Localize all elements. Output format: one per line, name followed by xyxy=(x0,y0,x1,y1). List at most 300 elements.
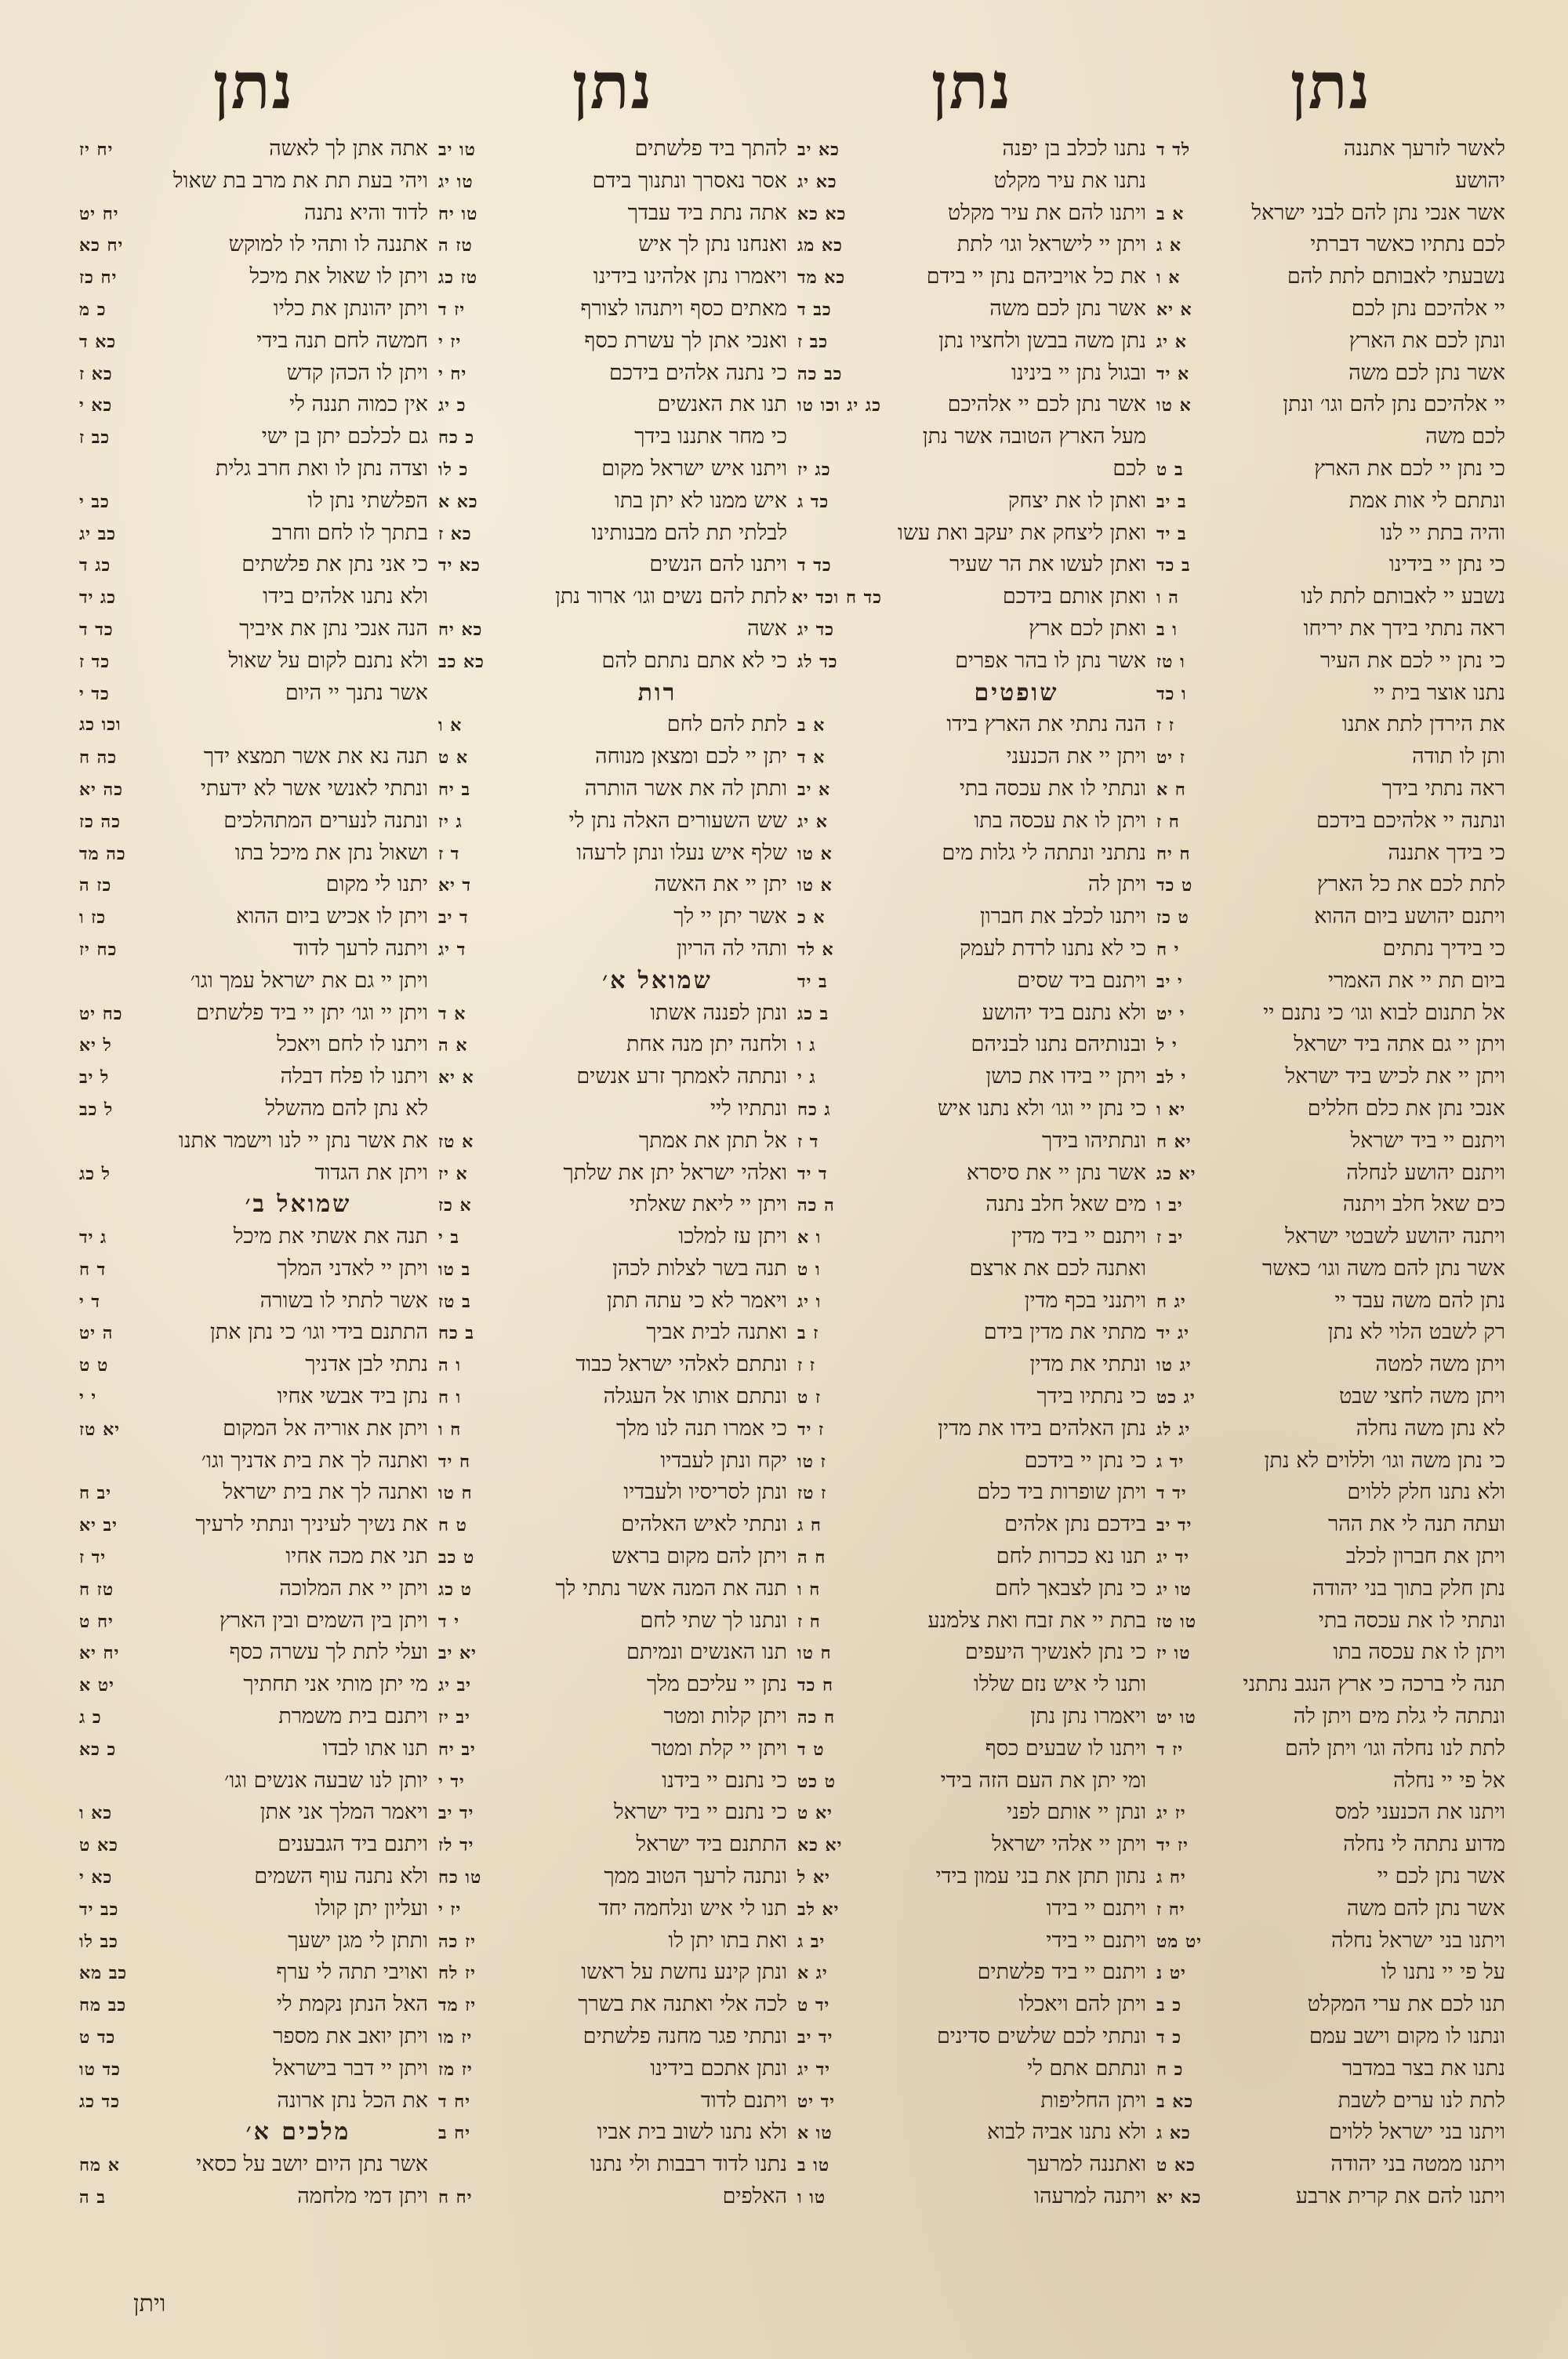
concordance-entry xyxy=(79,1413,428,1445)
concordance-entry xyxy=(797,198,1146,230)
verse-reference: א טו xyxy=(1156,395,1192,416)
concordance-entry xyxy=(797,1253,1146,1285)
verse-reference: טו יב xyxy=(438,140,476,160)
concordance-entry xyxy=(797,741,1146,773)
verse-reference: יב ג xyxy=(797,1931,826,1952)
concordance-entry xyxy=(797,998,1146,1030)
verse-reference: כא מג xyxy=(797,235,843,256)
concordance-entry xyxy=(1156,453,1505,485)
verse-reference: א ג xyxy=(1156,235,1182,256)
concordance-entry xyxy=(438,1893,787,1925)
concordance-entry xyxy=(797,1797,1146,1829)
entry-text: כי נתן משה וגו׳ וללוים לא נתן xyxy=(1264,1448,1505,1473)
verse-reference: יז יד xyxy=(1156,1835,1189,1856)
verse-reference: כא י xyxy=(79,1867,113,1888)
entry-text: ועתה תנה לי את ההר xyxy=(1328,1512,1505,1537)
entry-text: ויתנם לדוד xyxy=(700,2088,787,2113)
entry-text: ותתן לה את אשר הותרה xyxy=(584,776,787,801)
entry-text: ואתן לכם ארץ xyxy=(1029,616,1146,641)
entry-text: ויתן את אוריה אל המקום xyxy=(223,1416,428,1441)
verse-reference: כא יב xyxy=(797,140,840,160)
verse-reference: ז ז xyxy=(797,1355,815,1376)
concordance-entry xyxy=(79,1221,428,1253)
concordance-entry xyxy=(438,1573,787,1605)
entry-text: לכם xyxy=(1112,456,1146,481)
verse-reference: כא ז xyxy=(79,363,113,384)
entry-text: הנה אנכי נתן את איביך xyxy=(239,616,428,641)
entry-text: ויתן יי וגו׳ יתן יי ביד פלשתים xyxy=(196,1000,428,1025)
concordance-entry xyxy=(79,1573,428,1605)
concordance-entry xyxy=(79,229,428,261)
verse-reference: כד ג xyxy=(797,491,829,512)
verse-reference: ד ז xyxy=(438,843,460,864)
concordance-entry xyxy=(797,2085,1146,2117)
entry-text: את הירדן לתת אתנו xyxy=(1341,712,1505,737)
entry-text: ויתנם יי ביד מדין xyxy=(1011,1224,1146,1249)
verse-reference: יז כה xyxy=(438,1931,476,1952)
entry-text: נתתני ונתתה לי גלות מים xyxy=(942,840,1146,865)
entry-text: גם לכלכם יתן בן ישי xyxy=(261,424,428,449)
verse-reference: כ ב xyxy=(1156,1995,1182,2016)
concordance-entry xyxy=(438,1253,787,1285)
verse-reference: יג יד xyxy=(1156,1323,1190,1344)
verse-reference: א ב xyxy=(797,715,826,736)
verse-reference: י י xyxy=(79,1387,97,1408)
column-3 xyxy=(438,39,787,2314)
entry-text: ונתן לכם את הארץ xyxy=(1348,328,1505,353)
concordance-entry xyxy=(438,261,787,293)
entry-text: נתתי לבן אדניך xyxy=(305,1352,428,1377)
concordance-entry xyxy=(438,581,787,613)
verse-reference: טו א xyxy=(797,2123,833,2144)
verse-reference: יח ג xyxy=(1156,1867,1186,1888)
concordance-entry xyxy=(438,1125,787,1158)
concordance-entry xyxy=(1156,1733,1505,1765)
concordance-entry xyxy=(1156,133,1505,165)
verse-reference: יב יא xyxy=(79,1515,118,1536)
verse-reference: ו ה xyxy=(438,1355,461,1376)
verse-reference: ט כג xyxy=(438,1579,472,1600)
verse-reference: טו יג xyxy=(1156,1579,1192,1600)
verse-reference: יח יט xyxy=(79,203,119,224)
concordance-entry xyxy=(1156,421,1505,453)
concordance-entry xyxy=(79,1477,428,1509)
entry-text: בידכם נתן אלהים xyxy=(1004,1512,1146,1537)
entry-text: ויתן יי את הכנעני xyxy=(1006,744,1146,769)
concordance-entry xyxy=(79,1445,428,1478)
entry-text: ויתן משה למטה xyxy=(1375,1352,1505,1377)
concordance-entry xyxy=(797,1765,1146,1797)
concordance-entry xyxy=(79,1381,428,1413)
entry-text: ונתן אתכם בידינו xyxy=(650,2055,787,2081)
verse-reference: ב טז xyxy=(438,1291,471,1312)
concordance-entry xyxy=(79,1509,428,1541)
entry-text: ויתן יי את לכיש ביד ישראל xyxy=(1285,1064,1505,1089)
entry-text: ויתנו לו פלח דבלה xyxy=(280,1064,428,1089)
entry-text: ויתן יי לישראל וגו׳ לתת xyxy=(956,232,1146,257)
entry-text: תנה בשר לצלות לכהן xyxy=(612,1256,787,1281)
concordance-entry xyxy=(797,965,1146,998)
concordance-entry xyxy=(438,1733,787,1765)
concordance-entry xyxy=(797,1701,1146,1733)
verse-reference: כב ז xyxy=(79,427,111,449)
concordance-entry xyxy=(797,1061,1146,1093)
concordance-entry xyxy=(797,1477,1146,1509)
verse-reference: כב י xyxy=(79,491,110,512)
verse-reference: ט ד xyxy=(797,1739,825,1760)
concordance-entry xyxy=(797,358,1146,390)
verse-reference: ב יד xyxy=(1156,523,1187,544)
verse-reference: א ט xyxy=(438,747,469,769)
verse-reference: יד ז xyxy=(79,1547,107,1568)
concordance-entry xyxy=(797,2117,1146,2149)
concordance-entry xyxy=(1156,518,1505,550)
verse-reference: ג ו xyxy=(797,1035,816,1056)
verse-reference: כה ח xyxy=(79,747,118,769)
entry-text: תנה נא את אשר תמצא ידך xyxy=(203,744,428,769)
concordance-entry xyxy=(797,165,1146,198)
verse-reference: א ד xyxy=(438,1003,466,1024)
concordance-entry xyxy=(797,869,1146,901)
verse-reference: כא ב xyxy=(1156,2091,1194,2112)
verse-reference: ו כד xyxy=(1156,683,1187,704)
concordance-entry xyxy=(438,1989,787,2021)
entry-text: ועליון יתן קולו xyxy=(314,1896,428,1921)
verse-reference: יא יב xyxy=(438,1643,477,1664)
entry-text: ויתנו להם את עיר מקלט xyxy=(947,200,1146,225)
concordance-entry xyxy=(1156,1477,1505,1509)
concordance-entry xyxy=(438,1829,787,1861)
concordance-entry xyxy=(79,709,428,741)
verse-reference: ב כח xyxy=(438,1323,475,1344)
entry-text: כי נתן יי בידכם xyxy=(1024,1448,1146,1473)
verse-reference: יד יב xyxy=(797,2027,833,2048)
verse-reference: ז ב xyxy=(797,1323,819,1344)
entry-text: ונתתי לאנשי אשר לא ידעתי xyxy=(200,776,428,801)
concordance-entry xyxy=(797,1541,1146,1573)
entry-text: ויאמר המלך אני אתן xyxy=(260,1800,428,1825)
concordance-entry xyxy=(1156,1349,1505,1381)
verse-reference: יא כא xyxy=(797,1835,843,1856)
concordance-entry xyxy=(438,1029,787,1061)
entry-text: ויתנם יי בידי xyxy=(1046,1928,1146,1953)
concordance-entry xyxy=(79,2181,428,2213)
verse-reference: כה יא xyxy=(79,779,123,800)
verse-reference: ד י xyxy=(79,1291,101,1312)
verse-reference: כ ד xyxy=(1156,2027,1181,2048)
verse-reference: א טז xyxy=(438,1131,474,1152)
verse-reference: יז י xyxy=(438,1899,462,1920)
concordance-entry xyxy=(438,1605,787,1637)
concordance-entry xyxy=(797,1381,1146,1413)
concordance-entry xyxy=(79,2021,428,2053)
entry-text: ונתתי את מדין xyxy=(1029,1352,1146,1377)
concordance-entry xyxy=(79,325,428,358)
verse-reference: י יב xyxy=(1156,971,1183,992)
concordance-entry xyxy=(79,1285,428,1318)
entry-text: ונתנה לנערים המתהלכים xyxy=(223,808,428,833)
concordance-entry xyxy=(1156,1158,1505,1190)
verse-reference: ג י xyxy=(797,1067,816,1089)
verse-reference: כג יד xyxy=(79,587,117,609)
verse-reference: כא ד xyxy=(79,331,117,352)
concordance-entry xyxy=(438,2021,787,2053)
concordance-entry xyxy=(797,1893,1146,1925)
entry-text: אשר נתן לכם יי xyxy=(1377,1864,1505,1889)
concordance-entry xyxy=(797,613,1146,645)
concordance-entry xyxy=(797,2021,1146,2053)
verse-reference: ב יח xyxy=(438,779,471,800)
verse-reference: כב יג xyxy=(79,523,117,544)
entry-text: ולא נתנה עוף השמים xyxy=(254,1864,428,1889)
concordance-entry xyxy=(797,838,1146,870)
concordance-entry xyxy=(797,325,1146,358)
verse-reference: ח ז xyxy=(1156,811,1180,832)
concordance-entry xyxy=(1156,549,1505,581)
entry-text: ויתן משה לחצי שבט xyxy=(1338,1384,1505,1409)
entry-text: אשר נתנך יי היום xyxy=(285,680,428,705)
verse-reference: טז ח xyxy=(79,1579,114,1600)
concordance-entry xyxy=(79,1349,428,1381)
concordance-entry xyxy=(1156,2181,1505,2213)
entry-text: ואתנה לבית אביך xyxy=(646,1320,787,1345)
verse-reference: ל יב xyxy=(79,1067,110,1089)
verse-reference: כ מ xyxy=(79,299,107,320)
concordance-entry xyxy=(1156,613,1505,645)
verse-reference: ז יט xyxy=(1156,747,1185,769)
entry-text: ואתנה לכם את ארצם xyxy=(969,1256,1146,1281)
column-heading: נתן xyxy=(931,49,1013,124)
entry-text: לכם נתתיו כאשר דברתי xyxy=(1310,232,1505,257)
entry-text: ונתתם לי אות אמת xyxy=(1348,488,1505,513)
verse-reference: ב טו xyxy=(438,1259,471,1280)
concordance-entry xyxy=(1156,709,1505,741)
concordance-entry xyxy=(797,1029,1146,1061)
entry-text: אשר נתן להם משה וגו׳ כאשר xyxy=(1261,1256,1505,1281)
concordance-entry xyxy=(1156,1765,1505,1797)
entry-text: ויתנם יי בידו xyxy=(1046,1896,1146,1921)
concordance-entry xyxy=(438,389,787,421)
section-heading xyxy=(438,678,787,710)
entry-text: ויתן יהונתן את כליו xyxy=(273,296,428,321)
entry-text: ויאמרו נתן אלהינו בידינו xyxy=(593,264,787,289)
entry-text: ויתנה למרעהו xyxy=(1034,2184,1146,2208)
concordance-entry xyxy=(438,293,787,325)
entry-text: ויתן יי לאדני המלך xyxy=(277,1256,428,1281)
book-name: רות xyxy=(637,678,677,707)
concordance-entry xyxy=(1156,198,1505,230)
entry-text: שש השעורים האלה נתן לי xyxy=(568,808,787,833)
verse-reference: יז יג xyxy=(1156,1803,1186,1824)
concordance-entry xyxy=(79,1317,428,1349)
entry-text: ויתנם יי ביד ישראל xyxy=(1350,1128,1505,1153)
section-heading xyxy=(79,2117,428,2149)
concordance-entry xyxy=(79,1989,428,2021)
entry-text: ויתנו לו שבעים כסף xyxy=(985,1736,1146,1761)
entry-text: לא נתן להם מהשלל xyxy=(265,1096,428,1121)
verse-reference: א טו xyxy=(797,875,833,896)
entry-text: אשר נתן לכם משה xyxy=(989,296,1146,321)
entry-text: ויתן יי בידו את כושן xyxy=(985,1064,1146,1089)
concordance-entry xyxy=(797,1829,1146,1861)
entry-text: לתת לנו נחלה וגו׳ ויתן להם xyxy=(1284,1736,1505,1761)
entry-text: ויתן להם ויאכלו xyxy=(1018,1992,1146,2017)
entry-text: ויתן יי גם את ישראל עמך וגו׳ xyxy=(190,968,428,993)
verse-reference: כא יא xyxy=(1156,2187,1202,2208)
concordance-entry xyxy=(797,133,1146,165)
entry-text: ויתן לו הכהן קדש xyxy=(286,360,428,385)
verse-reference: יח ב xyxy=(438,2123,471,2144)
book-name: מלכים א׳ xyxy=(245,2118,351,2146)
entry-text: תנו לכם את ערי המקלט xyxy=(1307,1992,1505,2017)
entry-text: ויתן לה xyxy=(1087,872,1146,897)
entry-text: ויתן יי ליאת שאלתי xyxy=(629,1192,787,1217)
verse-reference: יט נ xyxy=(1156,1963,1186,1984)
entry-text: אשר נתן יי את סיסרא xyxy=(966,1160,1146,1185)
entry-text: ותן לו תודה xyxy=(1412,744,1505,769)
concordance-entry xyxy=(1156,1701,1505,1733)
entry-text: אתננה לו ותהי לו למוקש xyxy=(228,232,428,257)
verse-reference: כג ד xyxy=(79,555,111,576)
verse-reference: טו יט xyxy=(1156,1707,1196,1728)
entry-text: כים שאל חלב ויתנה xyxy=(1342,1192,1505,1217)
concordance-entry xyxy=(1156,998,1505,1030)
entry-text: ואתן לעשו את הר שעיר xyxy=(949,552,1146,577)
entry-text: וצדה נתן לו ואת חרב גלית xyxy=(215,456,428,481)
verse-reference: כא יד xyxy=(438,555,481,576)
concordance-entry xyxy=(79,645,428,678)
concordance-entry xyxy=(797,1413,1146,1445)
entry-text: ולא נתנו לשוב בית אביו xyxy=(597,2120,787,2145)
verse-reference: כד יג xyxy=(797,619,835,640)
concordance-entry xyxy=(438,453,787,485)
concordance-entry xyxy=(797,261,1146,293)
entry-text: ואתן ליצחק את יעקב ואת עשו xyxy=(897,520,1146,545)
verse-reference: טו יח xyxy=(438,203,478,224)
verse-reference: א יג xyxy=(797,811,828,832)
verse-reference: כד ד xyxy=(797,555,832,576)
entry-text: ואתן לו את יצחק xyxy=(1007,488,1146,513)
verse-reference: ח יד xyxy=(438,1451,471,1472)
concordance-entry xyxy=(79,198,428,230)
entry-text: נתנו את בצר במדבר xyxy=(1341,2055,1505,2081)
concordance-entry xyxy=(79,933,428,965)
concordance-entry xyxy=(1156,1861,1505,1893)
entry-text: את נשיך לעיניך ונתתי לרעיך xyxy=(195,1512,428,1537)
verse-reference: ט כז xyxy=(1156,907,1189,929)
verse-reference: כג יז xyxy=(797,459,831,480)
entry-text: ועלי לתת לך עשרה כסף xyxy=(229,1640,428,1665)
entry-text: לדוד והיא נתנה xyxy=(304,200,428,225)
entry-text: ויתנו ממטה בני יהודה xyxy=(1330,2152,1505,2177)
concordance-entry xyxy=(79,1957,428,1989)
concordance-entry xyxy=(79,998,428,1030)
entry-text: נתן משה בבשן ולחציו נתן xyxy=(938,328,1146,353)
entry-text: ויתן לו את עכסה בתו xyxy=(1333,1640,1505,1665)
entry-text: נתן יי עליכם מלך xyxy=(647,1672,787,1697)
verse-reference: ח יח xyxy=(1156,843,1191,864)
concordance-entry xyxy=(438,1925,787,1957)
entry-text: ויתנו בני ישראל נחלה xyxy=(1331,1928,1505,1953)
entry-text: לא נתן משה נחלה xyxy=(1356,1416,1505,1441)
concordance-entry xyxy=(797,485,1146,518)
concordance-entry xyxy=(79,805,428,838)
entry-text: כי נתנם יי בידנו xyxy=(662,1768,787,1793)
entry-text: ביום תת יי את האמרי xyxy=(1327,968,1505,993)
concordance-entry xyxy=(79,1029,428,1061)
entry-text: כי נתן לצבאך לחם xyxy=(995,1576,1146,1601)
verse-reference: ח ה xyxy=(797,1547,826,1568)
verse-reference: כד ז xyxy=(79,651,111,672)
entry-text: לאשר לזרעך אתננה xyxy=(1343,136,1505,161)
verse-reference: כא ג xyxy=(1156,2123,1191,2144)
verse-reference: כב יד xyxy=(79,1899,119,1920)
concordance-entry xyxy=(1156,678,1505,710)
verse-reference: טו כח xyxy=(438,1867,482,1888)
entry-text: כי מחר אתננו בידך xyxy=(634,424,787,449)
verse-reference: א כז xyxy=(438,1195,472,1216)
verse-reference: יג ח xyxy=(1156,1291,1186,1312)
entry-text: ויתנם יהושע ביום ההוא xyxy=(1314,904,1505,929)
entry-text: תנה את אשתי את מיכל xyxy=(233,1224,428,1249)
entry-text: ויתנה יהושע לשבטי ישראל xyxy=(1285,1224,1505,1249)
entry-text: כי אני נתן את פלשתים xyxy=(241,552,428,577)
entry-text: יי אלהיכם נתן לכם xyxy=(1351,296,1505,321)
concordance-entry xyxy=(1156,261,1505,293)
column-heading: נתן xyxy=(1290,49,1372,124)
verse-reference: כא מד xyxy=(797,267,846,289)
column-4 xyxy=(79,39,428,2314)
entry-text: מי יתן מותי אני תחתיך xyxy=(243,1672,428,1697)
entry-text: ראה נתתי בידך את יריחו xyxy=(1303,616,1505,641)
concordance-entry xyxy=(438,549,787,581)
verse-reference: ג יז xyxy=(438,811,463,832)
entry-text: כי נתנה אלהים בידכם xyxy=(609,360,787,385)
concordance-entry xyxy=(438,741,787,773)
entry-text: מים שאל חלב נתנה xyxy=(985,1192,1146,1217)
concordance-entry xyxy=(797,709,1146,741)
concordance-entry xyxy=(438,709,787,741)
entry-text: ויהי בעת תת את מרב בת שאול xyxy=(172,168,428,193)
verse-reference: יט א xyxy=(79,1675,114,1696)
entry-text: ובנותיהם נתנו לבניהם xyxy=(971,1032,1146,1057)
concordance-entry xyxy=(1156,1029,1505,1061)
concordance-entry xyxy=(438,1285,787,1318)
section-heading xyxy=(797,678,1146,710)
concordance-entry xyxy=(1156,805,1505,838)
entry-text: ותהי לה הריון xyxy=(677,936,787,961)
entry-text: אסר נאסרך ונתנוך בידם xyxy=(592,168,787,193)
concordance-entry xyxy=(797,1093,1146,1125)
entry-text: לתת לנו ערים לשבת xyxy=(1338,2088,1505,2113)
concordance-entry xyxy=(79,2085,428,2117)
entry-text: ויתן עז למלכו xyxy=(678,1224,787,1249)
book-name: שמואל ב׳ xyxy=(245,1190,352,1219)
entry-text: ונתתם אותו אל העגלה xyxy=(603,1384,787,1409)
concordance-entry xyxy=(79,2149,428,2181)
entry-text: ויתנו לו לחם ויאכל xyxy=(277,1032,428,1057)
concordance-entry xyxy=(1156,1253,1505,1285)
entry-text: נתנו אוצר בית יי xyxy=(1374,680,1505,705)
concordance-entry xyxy=(797,1925,1146,1957)
concordance-entry xyxy=(79,1158,428,1190)
concordance-entry xyxy=(797,1285,1146,1318)
concordance-entry xyxy=(79,389,428,421)
entry-text: תנו האנשים ונמיתם xyxy=(626,1640,787,1665)
verse-reference: א טו xyxy=(797,843,833,864)
concordance-entry xyxy=(438,1861,787,1893)
entry-text: יי אלהיכם נתן להם וגו׳ ונתן xyxy=(1283,392,1505,417)
